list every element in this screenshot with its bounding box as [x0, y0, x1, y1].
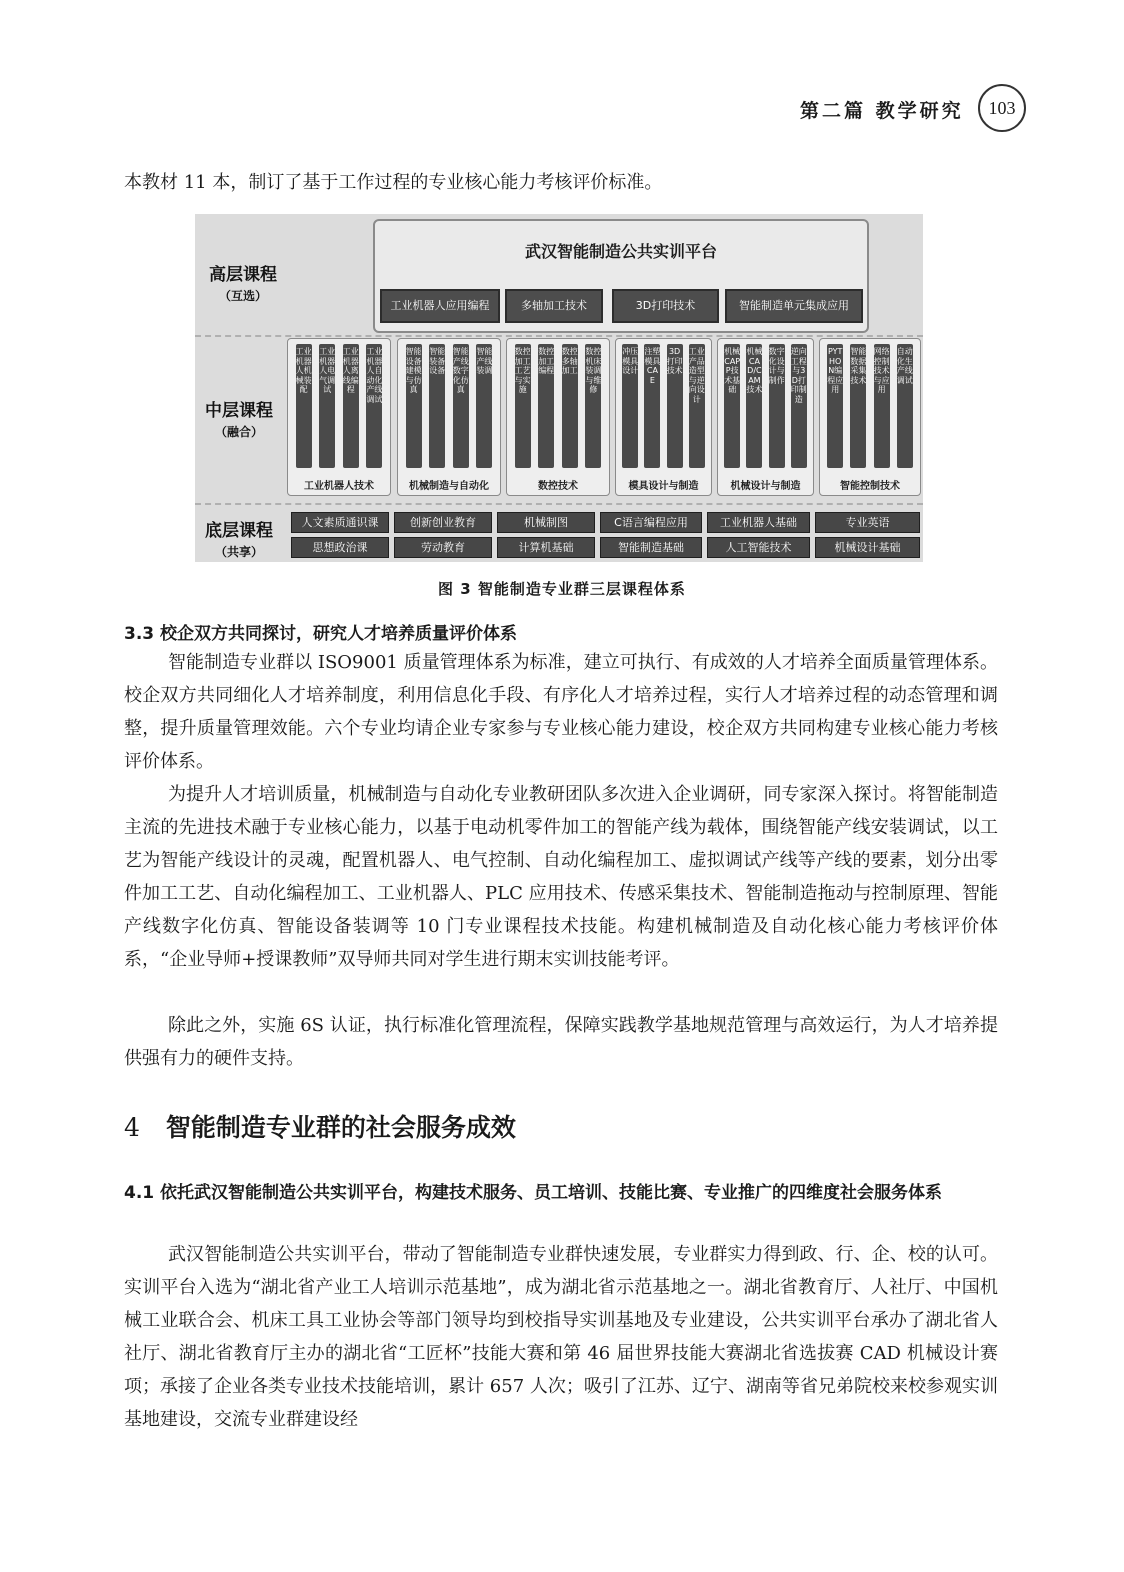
mid-course: 数控机床装调与维修 — [585, 344, 601, 468]
page-number: 103 — [978, 84, 1026, 132]
low-course: 人工智能技术 — [707, 537, 810, 558]
high-course: 3D打印技术 — [612, 289, 719, 323]
low-course: 创新创业教育 — [394, 512, 492, 533]
mid-group-label: 模具设计与制造 — [628, 481, 699, 492]
high-course: 工业机器人应用编程 — [380, 289, 500, 323]
section-4-heading — [124, 1108, 516, 1144]
low-course: 专业英语 — [815, 512, 920, 533]
section-4-1-heading: 4.1 依托武汉智能制造公共实训平台，构建技术服务、员工培训、技能比赛、专业推广的四维度社会服务体系 — [124, 1183, 943, 1203]
mid-course-group — [287, 338, 391, 496]
section-4-number: 4 — [124, 1113, 140, 1142]
mid-group-label: 机械制造与自动化 — [409, 481, 489, 492]
mid-course: 数控加工工艺与实施 — [515, 344, 531, 468]
mid-course: 工业机器人离线编程 — [343, 344, 359, 468]
low-course: 智能制造基础 — [600, 537, 702, 558]
mid-course: 机械CAD/CAM技术 — [746, 344, 762, 468]
mid-course: 数控加工编程 — [538, 344, 554, 468]
low-course: 人文素质通识课 — [291, 512, 389, 533]
mid-group-label: 工业机器人技术 — [304, 481, 374, 492]
mid-course: 智能产线装调 — [476, 344, 492, 468]
section-4-1-paragraph-1: 武汉智能制造公共实训平台，带动了智能制造专业群快速发展，专业群实力得到政、行、企、校的认可。实训平台入选为“湖北省产业工人培训示范基地”，成为湖北省示范基地之一。湖北省教育厅、人社厅、中国机械工业联合会、机床工具工业协会等部门领导均到校指导实训基地及专业建设，公共实训平台承办了湖北省人社厅、湖北省教育厅主办的湖北省“工匠杯”技能大赛和第 46 届世界技能大赛湖北省选拔赛 CAD 机械设计赛项；承接了企业各类专业技术技能培训，累计 657 人次；吸引了江苏、辽宁、湖南等省兄弟院校来校参观实训基地建设，交流专业群建设经 — [124, 1244, 998, 1430]
low-course: 思想政治课 — [291, 537, 389, 558]
tier-divider-bottom — [195, 503, 923, 505]
mid-course: 网络控制技术与应用 — [874, 344, 890, 468]
mid-course: 工业产品造型与逆向设计 — [689, 344, 705, 468]
mid-course: 注塑模具CAE — [644, 344, 660, 468]
mid-course: 3D打印技术 — [667, 344, 683, 468]
section-3-3-heading: 3.3 校企双方共同探讨，研究人才培养质量评价体系 — [124, 624, 518, 644]
mid-course: 智能数据采集技术 — [850, 344, 866, 468]
mid-group-label: 数控技术 — [538, 481, 578, 492]
section-3-3-paragraph-1: 智能制造专业群以 ISO9001 质量管理体系为标准，建立可执行、有成效的人才培养全面质量管理体系。校企双方共同细化人才培养制度，利用信息化手段、有序化人才培养过程，实行人才培养过程的动态管理和调整，提升质量管理效能。六个专业均请企业专家参与专业核心能力建设，校企双方共同构建专业核心能力考核评价体系。 — [124, 652, 998, 772]
mid-course: 自动化生产线调试 — [897, 344, 913, 468]
low-course: 劳动教育 — [394, 537, 492, 558]
intro-line: 本教材 11 本，制订了基于工作过程的专业核心能力考核评价标准。 — [124, 172, 663, 193]
mid-course-group — [397, 338, 501, 496]
mid-course: 冲压模具设计 — [622, 344, 638, 468]
mid-course-group — [819, 338, 921, 496]
platform-title: 武汉智能制造公共实训平台 — [524, 242, 717, 261]
section-3-3-paragraph-3: 除此之外，实施 6S 认证，执行标准化管理流程，保障实践教学基地规范管理与高效运行，为人才培养提供强有力的硬件支持。 — [124, 1015, 998, 1069]
mid-group-label: 智能控制技术 — [840, 481, 900, 492]
high-course: 智能制造单元集成应用 — [725, 289, 863, 323]
section-3-3-paragraph-2: 为提升人才培训质量，机械制造与自动化专业教研团队多次进入企业调研，同专家深入探讨。将智能制造主流的先进技术融于专业核心能力，以基于电动机零件加工的智能产线为载体，围绕智能产线安装调试，以工艺为智能产线设计的灵魂，配置机器人、电气控制、自动化编程加工、虚拟调试产线等产线的要素，划分出零件加工工艺、自动化编程加工、工业机器人、PLC 应用技术、传感采集技术、智能制造拖动与控制原理、智能产线数字化仿真、智能设备装调等 10 门专业课程技术技能。构建机械制造及自动化核心能力考核评价体系，“企业导师+授课教师”双导师共同对学生进行期末实训技能考评。 — [124, 784, 998, 970]
mid-course: 工业机器人自动化产线调试 — [366, 344, 382, 468]
platform-box — [373, 219, 869, 333]
low-course: C语言编程应用 — [600, 512, 702, 533]
high-course: 多轴加工技术 — [505, 289, 603, 323]
mid-course: 工业机器人机械装配 — [296, 344, 312, 468]
mid-course-group — [506, 338, 610, 496]
running-head: 第二篇 教学研究 — [800, 100, 964, 122]
mid-course-group — [717, 338, 814, 496]
figure-caption: 图 3 智能制造专业群三层课程体系 — [438, 580, 686, 598]
low-course: 机械设计基础 — [815, 537, 920, 558]
tier-divider-top — [195, 335, 923, 337]
mid-course: 智能设备建模与仿真 — [406, 344, 422, 468]
mid-course: 数控多轴加工 — [562, 344, 578, 468]
mid-course: 数字化设计与制作 — [769, 344, 785, 468]
low-course: 工业机器人基础 — [707, 512, 810, 533]
low-course: 机械制图 — [497, 512, 595, 533]
low-course: 计算机基础 — [497, 537, 595, 558]
mid-group-label: 机械设计与制造 — [730, 481, 801, 492]
section-4-title: 智能制造专业群的社会服务成效 — [165, 1113, 516, 1142]
high-tier-label: 高层课程 （互选） — [209, 265, 277, 303]
mid-course: 机械CAPP技术基础 — [724, 344, 740, 468]
mid-course-group — [615, 338, 712, 496]
low-tier-label: 底层课程 （共享） — [205, 521, 273, 559]
mid-tier-label: 中层课程 （融合） — [205, 401, 273, 439]
mid-course: 工业机器人电气调试 — [319, 344, 335, 468]
mid-course: 智能产线数字化仿真 — [453, 344, 469, 468]
course-system-figure — [195, 214, 923, 562]
mid-course: PYTHON编程应用 — [827, 344, 843, 468]
mid-course: 逆向工程与3D打印制造 — [791, 344, 807, 468]
mid-course: 智能装备设备 — [429, 344, 445, 468]
